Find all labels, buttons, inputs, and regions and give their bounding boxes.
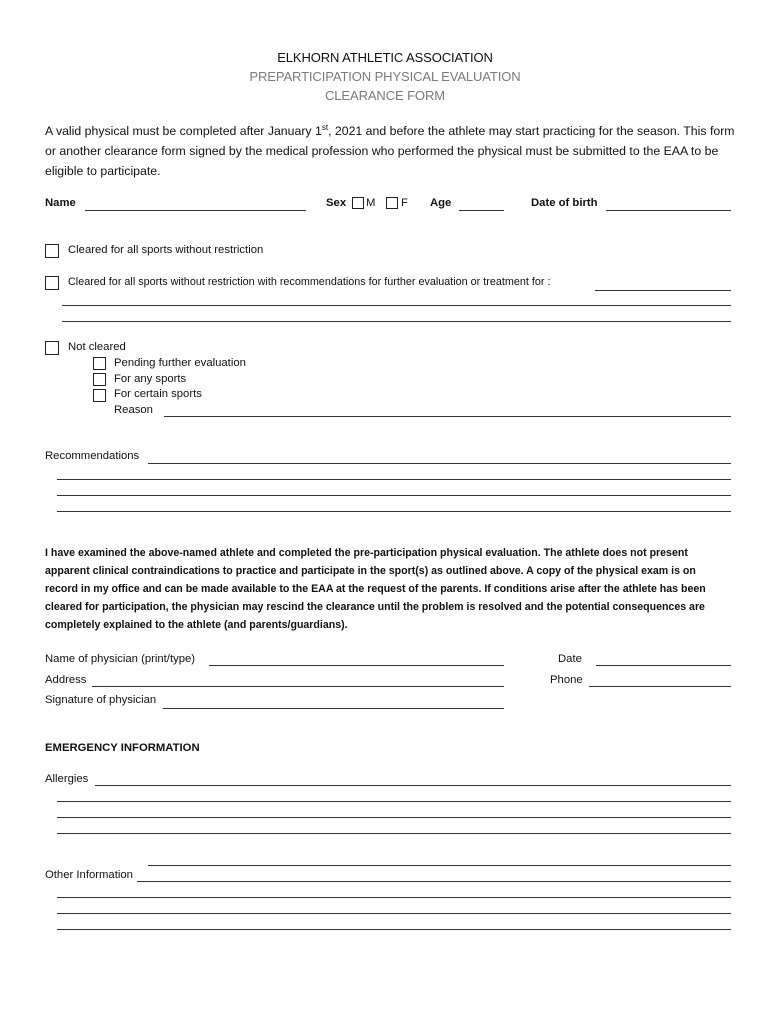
name-label: Name	[45, 197, 76, 209]
reason-label: Reason	[114, 404, 153, 416]
dob-label: Date of birth	[531, 197, 598, 209]
certain-sports-checkbox[interactable]	[93, 389, 106, 402]
recommendations-field-line3[interactable]	[57, 495, 731, 496]
other-info-field-line5[interactable]	[57, 929, 731, 930]
recs-field-line3[interactable]	[62, 321, 731, 322]
cleared-with-recs-label: Cleared for all sports without restriction with recommendations for further evaluation or treatment for :	[68, 276, 551, 288]
cleared-all-checkbox[interactable]	[45, 244, 59, 258]
dob-field[interactable]	[606, 210, 731, 211]
date-field[interactable]	[596, 665, 731, 666]
recommendations-field-line4[interactable]	[57, 511, 731, 512]
recommendations-field[interactable]	[148, 463, 731, 464]
any-sports-label: For any sports	[114, 373, 187, 385]
pending-checkbox[interactable]	[93, 357, 106, 370]
not-cleared-label: Not cleared	[68, 341, 126, 353]
sex-f-label: F	[401, 197, 408, 209]
intro-text-part1: A valid physical must be completed after January 1	[45, 124, 322, 138]
date-label: Date	[558, 653, 582, 665]
sex-label: Sex	[326, 197, 347, 209]
not-cleared-checkbox[interactable]	[45, 341, 59, 355]
phone-field[interactable]	[589, 686, 731, 687]
org-name: ELKHORN ATHLETIC ASSOCIATION	[277, 50, 493, 65]
cleared-with-recs-checkbox[interactable]	[45, 276, 59, 290]
emergency-heading: EMERGENCY INFORMATION	[45, 742, 200, 754]
form-title-line1: PREPARTICIPATION PHYSICAL EVALUATION	[249, 69, 521, 84]
intro-text-part2: , 2021 and before the athlete may start practicing for the season. This form or another clearance form signed by the medical profession who performed the physical must be submitted to the EAA to be eligible to participate.	[45, 124, 735, 178]
phone-label: Phone	[550, 674, 583, 686]
sex-m-label: M	[366, 197, 376, 209]
allergies-field-line3[interactable]	[57, 817, 731, 818]
physician-name-field[interactable]	[209, 665, 504, 666]
physician-statement: I have examined the above-named athlete and completed the pre-participation physical evaluation. The athlete does not present apparent clinical contraindications to practice and participate in the sport(s) as outlined above. A copy of the physical exam is on record in my office and can be made available to the EAA at the request of the parents. If conditions arise after the athlete has been cleared for participation, the physician may rescind the clearance until the problem is resolved and the potential consequences are completely explained to the athlete (and parents/guardians).	[45, 547, 706, 631]
allergies-field-line2[interactable]	[57, 801, 731, 802]
address-label: Address	[45, 674, 87, 686]
other-info-field[interactable]	[137, 881, 731, 882]
signature-label: Signature of physician	[45, 694, 157, 706]
cleared-all-label: Cleared for all sports without restriction	[68, 244, 264, 256]
other-info-field-line4[interactable]	[57, 913, 731, 914]
intro-paragraph	[45, 121, 735, 181]
reason-field[interactable]	[164, 416, 731, 417]
other-info-label: Other Information	[45, 869, 133, 881]
any-sports-checkbox[interactable]	[93, 373, 106, 386]
name-field[interactable]	[85, 210, 306, 211]
allergies-field-line4[interactable]	[57, 833, 731, 834]
allergies-field[interactable]	[95, 785, 731, 786]
form-title-line2: CLEARANCE FORM	[325, 88, 445, 103]
allergies-label: Allergies	[45, 773, 89, 785]
intro-superscript: st	[321, 122, 329, 132]
recommendations-label: Recommendations	[45, 450, 140, 462]
certain-sports-label: For certain sports	[114, 388, 202, 400]
age-field[interactable]	[459, 210, 504, 211]
address-field[interactable]	[92, 686, 504, 687]
sex-f-checkbox[interactable]	[386, 197, 398, 209]
signature-field[interactable]	[163, 708, 504, 709]
recs-field[interactable]	[595, 290, 731, 291]
other-info-field-line3[interactable]	[57, 897, 731, 898]
recommendations-field-line2[interactable]	[57, 479, 731, 480]
age-label: Age	[430, 197, 452, 209]
pending-label: Pending further evaluation	[114, 357, 246, 369]
recs-field-line2[interactable]	[62, 305, 731, 306]
other-info-field-line1[interactable]	[148, 865, 731, 866]
sex-m-checkbox[interactable]	[352, 197, 364, 209]
physician-name-label: Name of physician (print/type)	[45, 653, 196, 665]
